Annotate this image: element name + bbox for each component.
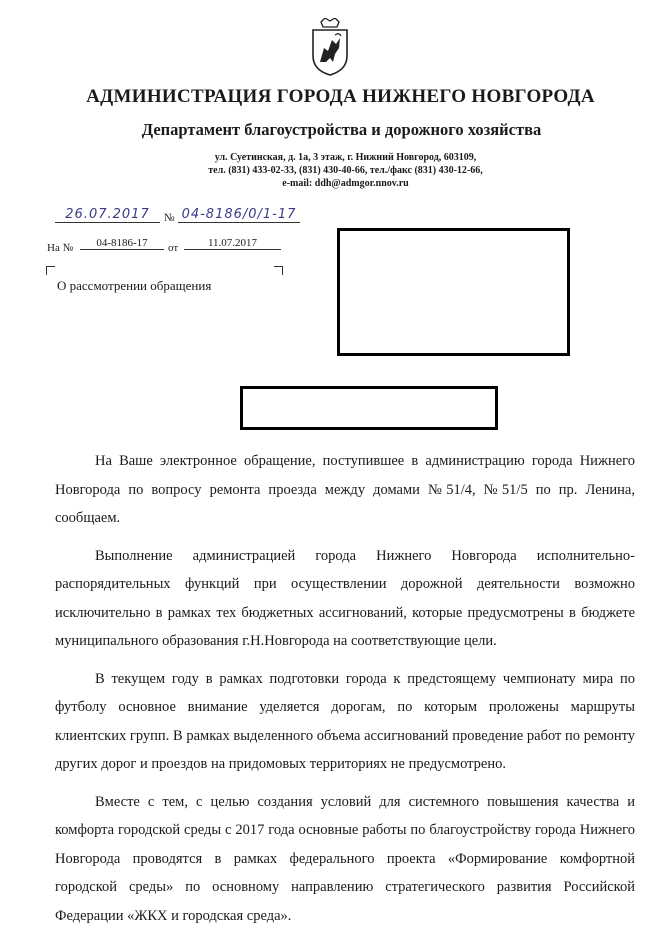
redacted-recipient-block bbox=[337, 228, 570, 356]
body-paragraph-1: На Ваше электронное обращение, поступившее в администрацию города Нижнего Новгорода по вопросу ремонта проезда между домами №51/4, №51/5 по пр. Ленина, сообщаем. bbox=[55, 453, 635, 526]
letter-body bbox=[55, 447, 635, 930]
corner-bracket-right bbox=[274, 266, 283, 275]
body-paragraph-4: Вместе с тем, с целью создания условий для системного повышения качества и комфорта городской среды с 2017 года основные работы по благоустройству города Нижнего Новгорода проводятся в рамках федерального проекта «Формирование комфортной городской среды» по основному направлению стратегического развития Российской Федерации «ЖКХ и городская среда». bbox=[55, 793, 635, 924]
body-paragraph-3: В текущем году в рамках подготовки города к предстоящему чемпионату мира по футболу основное внимание уделяется дорогам, по которым проложены маршруты клиентских групп. В рамках выделенного объема ассигнований проведение работ по ремонту других дорог и проездов на придомовых территориях не предусмотрено. bbox=[55, 670, 635, 772]
ref-from-label: от bbox=[168, 242, 179, 254]
ref-date: 11.07.2017 bbox=[184, 237, 281, 250]
registration-number: 04-8186/0/1-17 bbox=[178, 207, 300, 223]
coat-of-arms-icon bbox=[309, 18, 351, 76]
redacted-salutation-block bbox=[240, 386, 498, 430]
department-title: Департамент благоустройства и дорожного хозяйства bbox=[141, 120, 542, 139]
corner-bracket-left bbox=[46, 266, 55, 275]
email-line: e-mail: ddh@admgor.nnov.ru bbox=[282, 178, 409, 189]
registration-date: 26.07.2017 bbox=[55, 207, 160, 223]
ref-label: На № bbox=[47, 242, 74, 254]
organization-title: АДМИНИСТРАЦИЯ ГОРОДА НИЖНЕГО НОВГОРОДА bbox=[86, 86, 595, 107]
ref-number: 04-8186-17 bbox=[80, 237, 164, 250]
body-paragraph-2: Выполнение администрацией города Нижнего Новгорода исполнительно-распорядительных функций при осуществлении дорожной деятельности возможно исключительно в рамках тех бюджетных ассигнований, которые предусмотрены в бюджете муниципального образования г.Н.Новгорода на соответствующие цели. bbox=[55, 547, 635, 649]
address-line: ул. Суетинская, д. 1а, 3 этаж, г. Нижний Новгород, 603109, bbox=[214, 152, 477, 163]
subject-line: О рассмотрении обращения bbox=[57, 278, 212, 293]
phone-line: тел. (831) 433-02-33, (831) 430-40-66, тел./факс (831) 430-12-66, bbox=[208, 165, 483, 176]
number-label: № bbox=[164, 212, 175, 224]
